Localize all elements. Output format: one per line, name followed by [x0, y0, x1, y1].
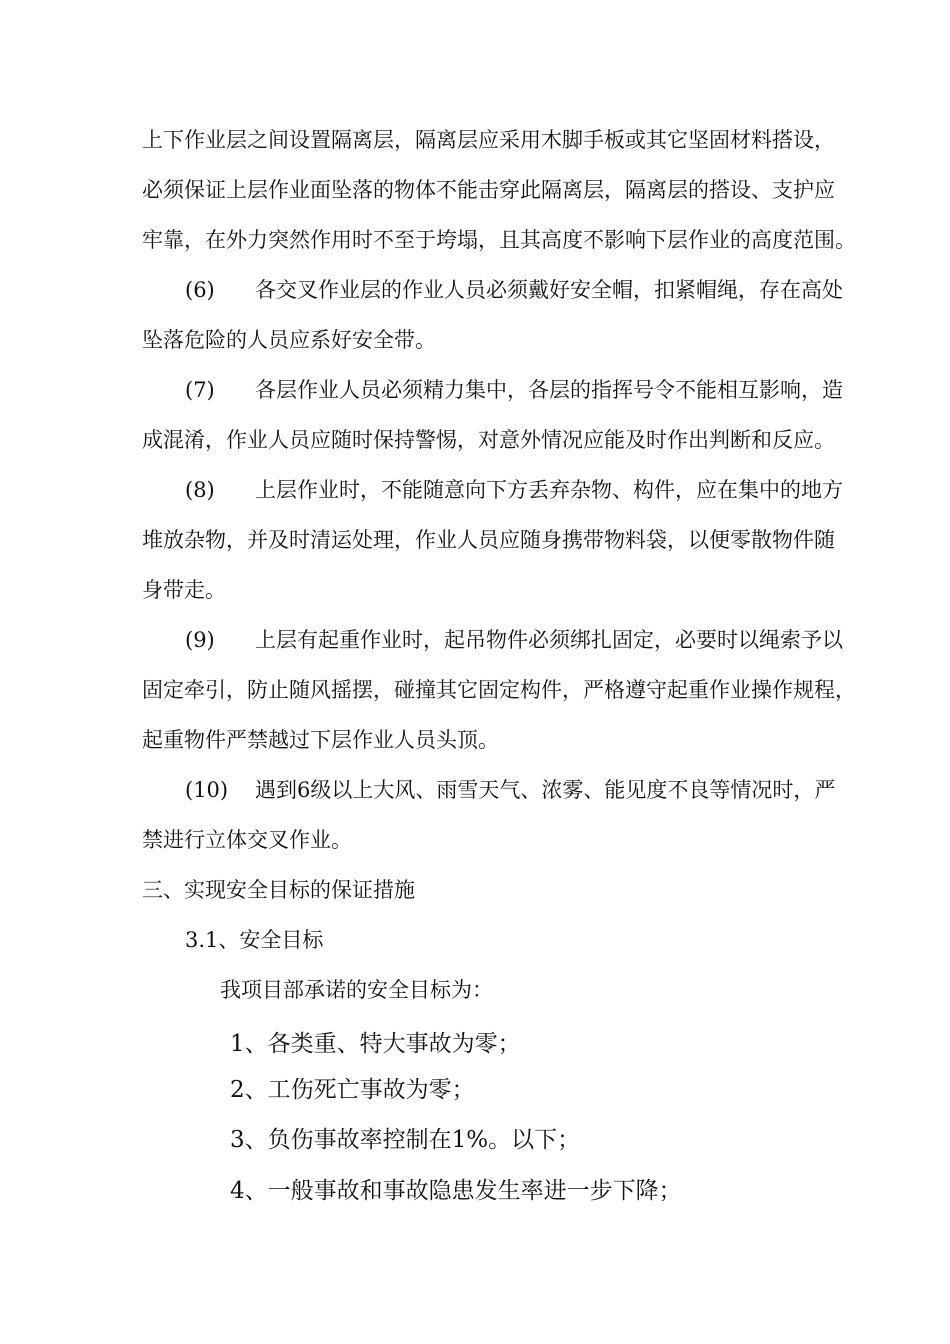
intro-text: 我项目部承诺的安全目标为： — [220, 978, 493, 1002]
subsection-title: 3.1、安全目标 — [185, 928, 324, 952]
paragraph-line: 坠落危险的人员应系好安全带。 — [142, 328, 436, 352]
paragraph-line: 牢靠，在外力突然作用时不至于垮塌，且其高度不影响下层作业的高度范围。 — [142, 228, 856, 252]
paragraph-line: 起重物件严禁越过下层作业人员头顶。 — [142, 728, 499, 752]
item-number: (6) — [185, 278, 215, 302]
paragraph-line: 固定牵引，防止随风摇摆，碰撞其它固定构件，严格遵守起重作业操作规程， — [142, 678, 856, 702]
goal-item: 1、各类重、特大事故为零； — [230, 1031, 521, 1057]
item-text: 各交叉作业层的作业人员必须戴好安全帽，扣紧帽绳，存在高处 — [255, 278, 843, 302]
item-number: (9) — [185, 628, 215, 652]
section-title: 三、实现安全目标的保证措施 — [142, 878, 415, 902]
item-text: 各层作业人员必须精力集中，各层的指挥号令不能相互影响，造 — [255, 378, 843, 402]
goal-item: 3、负伤事故率控制在1%。以下； — [230, 1127, 581, 1153]
list-item — [185, 275, 843, 305]
item-number: (7) — [185, 378, 215, 402]
item-number: (8) — [185, 478, 215, 502]
list-item — [185, 775, 835, 805]
paragraph-line: 成混淆，作业人员应随时保持警惕，对意外情况应能及时作出判断和反应。 — [142, 428, 835, 452]
item-number: (10) — [185, 778, 229, 802]
paragraph-line: 堆放杂物，并及时清运处理，作业人员应随身携带物料袋，以便零散物件随 — [142, 528, 835, 552]
list-item — [185, 475, 843, 505]
goal-item: 4、一般事故和事故隐患发生率进一步下降； — [230, 1178, 682, 1204]
item-text: 上层有起重作业时，起吊物件必须绑扎固定，必要时以绳索予以 — [255, 628, 843, 652]
paragraph-line: 禁进行立体交叉作业。 — [142, 828, 352, 852]
item-text: 上层作业时，不能随意向下方丢弃杂物、构件，应在集中的地方 — [255, 478, 843, 502]
goal-item: 2、工伤死亡事故为零； — [230, 1077, 475, 1103]
item-text: 遇到6级以上大风、雨雪天气、浓雾、能见度不良等情况时，严 — [255, 778, 836, 802]
list-item — [185, 625, 843, 655]
paragraph-line: 必须保证上层作业面坠落的物体不能击穿此隔离层，隔离层的搭设、支护应 — [142, 178, 835, 202]
list-item — [185, 375, 843, 405]
paragraph-line: 身带走。 — [142, 578, 226, 602]
paragraph-line: 上下作业层之间设置隔离层，隔离层应采用木脚手板或其它坚固材料搭设， — [142, 128, 835, 152]
